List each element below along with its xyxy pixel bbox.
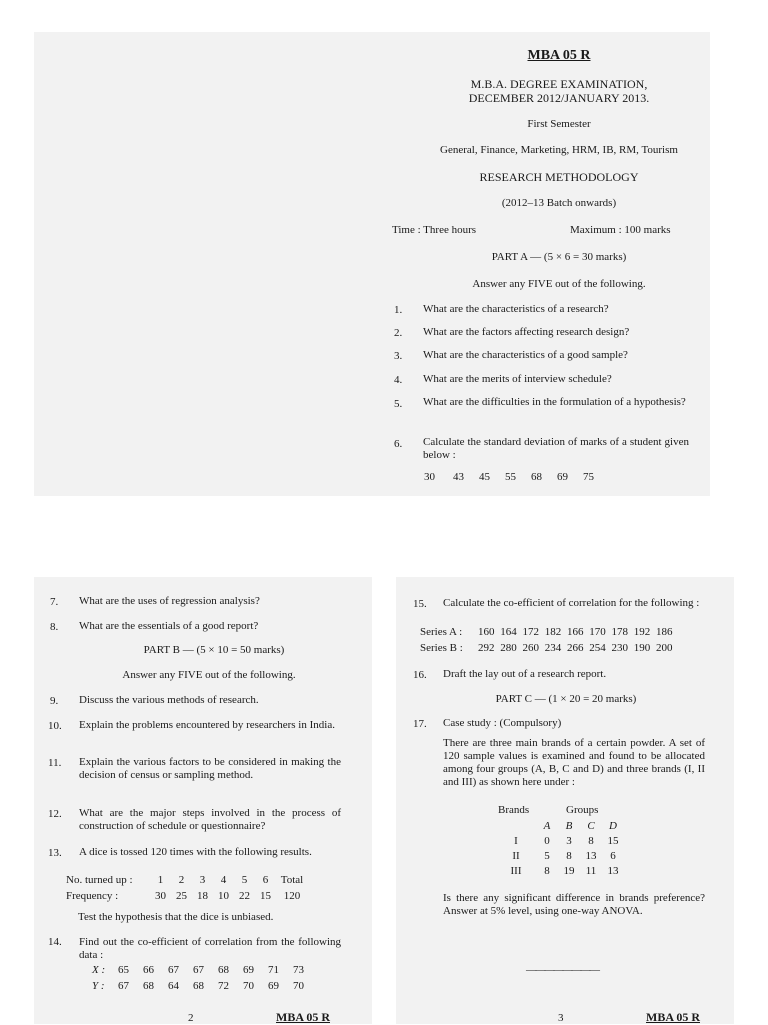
case-study-paragraph: There are three main brands of a certain powder. A set of 120 sample values is examined and found to be allocated among four groups (A, B, C and D) and three brands (I, II and III) as shown here under : — [443, 737, 705, 788]
table-row — [496, 865, 624, 880]
table-brands-label: Brands — [498, 804, 530, 816]
table-cell: 66 — [143, 964, 154, 976]
footer-code: MBA 05 R — [646, 1010, 700, 1024]
table-cell: 2 — [178, 874, 185, 886]
table-cell: 4 — [220, 874, 227, 886]
exam-page-3 — [396, 577, 734, 1024]
table-cell: 67 — [118, 980, 129, 992]
table-cell: 67 — [193, 964, 204, 976]
table-cell: 68 — [143, 980, 154, 992]
table-cell: 6 — [610, 850, 616, 862]
series-b-values: 292 280 260 234 266 254 230 190 200 — [478, 642, 673, 654]
question-text: Explain the problems encountered by researchers in India. — [79, 719, 335, 731]
table-cell: 69 — [243, 964, 254, 976]
q14-y-label: Y : — [92, 980, 105, 992]
streams-line: General, Finance, Marketing, HRM, IB, RM, Tourism — [440, 144, 678, 156]
part-b-heading: PART B — (5 × 10 = 50 marks) — [143, 644, 285, 656]
table-cell: 11 — [585, 865, 597, 877]
q13-tail: Test the hypothesis that the dice is unbiased. — [78, 911, 274, 923]
table-cell: III — [510, 865, 522, 877]
table-groups-label: Groups — [566, 804, 599, 816]
table-cell: 18 — [197, 890, 208, 902]
table-row — [496, 850, 624, 865]
q14-y-values — [118, 980, 318, 992]
mark-value: 75 — [583, 471, 594, 483]
paper-code: MBA 05 R — [527, 48, 591, 63]
table-cell: 25 — [176, 890, 187, 902]
question-text: What are the characteristics of a research? — [423, 303, 609, 315]
question-number: 12. — [48, 808, 62, 820]
part-a-instruction: Answer any FIVE out of the following. — [472, 278, 646, 290]
table-cell: 70 — [243, 980, 254, 992]
mark-value: 43 — [453, 471, 464, 483]
series-a-label: Series A : — [420, 626, 463, 638]
exam-page-first — [34, 32, 710, 496]
table-cell: 67 — [168, 964, 179, 976]
question-text: Find out the co-efficient of correlation from the following data : — [79, 936, 341, 961]
page-number: 3 — [558, 1012, 564, 1024]
question-number: 16. — [413, 669, 427, 681]
q6-marks-row — [424, 471, 605, 483]
q13-row-label: Frequency : — [66, 890, 119, 902]
table-cell: 8 — [588, 835, 594, 847]
table-cell: Total — [280, 874, 304, 886]
question-text: What are the characteristics of a good sample? — [423, 349, 628, 361]
mark-value: 30 — [424, 471, 435, 483]
table-cell: 19 — [563, 865, 575, 877]
table-cell: 6 — [262, 874, 269, 886]
table-cell: 1 — [157, 874, 164, 886]
exam-page-2 — [34, 577, 372, 1024]
q13-row-values — [150, 874, 308, 886]
part-a-heading: PART A — (5 × 6 = 30 marks) — [491, 251, 627, 263]
end-rule: ———————— — [526, 964, 598, 976]
question-text: Discuss the various methods of research. — [79, 694, 259, 706]
batch-label: (2012–13 Batch onwards) — [501, 197, 617, 209]
series-b-label: Series B : — [420, 642, 463, 654]
table-cell: 15 — [260, 890, 271, 902]
mark-value: 45 — [479, 471, 490, 483]
question-number: 6. — [394, 438, 403, 450]
table-cell: 0 — [544, 835, 550, 847]
q13-row-label: No. turned up : — [66, 874, 133, 886]
question-number: 15. — [413, 598, 427, 610]
mark-value: 69 — [557, 471, 568, 483]
question-text: What are the merits of interview schedule? — [423, 373, 612, 385]
table-cell: II — [512, 850, 520, 862]
table-row — [496, 835, 624, 850]
question-text: Calculate the co-efficient of correlation for the following : — [443, 597, 700, 609]
question-text: Case study : (Compulsory) — [443, 717, 562, 729]
table-cell: 30 — [155, 890, 166, 902]
question-text: A dice is tossed 120 times with the following results. — [79, 846, 312, 858]
question-number: 7. — [50, 596, 59, 608]
table-cell: 13 — [607, 865, 619, 877]
subject-title: RESEARCH METHODOLOGY — [479, 170, 639, 184]
table-cell — [496, 820, 536, 835]
part-c-heading: PART C — (1 × 20 = 20 marks) — [495, 693, 637, 705]
table-header: D — [609, 820, 617, 832]
anova-table — [496, 820, 624, 880]
question-text: What are the major steps involved in the process of construction of schedule or questionnaire? — [79, 807, 341, 832]
question-text: What are the difficulties in the formulation of a hypothesis? — [423, 396, 686, 408]
table-cell: 65 — [118, 964, 129, 976]
q14-x-values — [118, 964, 318, 976]
question-number: 4. — [394, 374, 403, 386]
question-number: 17. — [413, 718, 427, 730]
question-text: Calculate the standard deviation of marks of a student given below : — [423, 436, 689, 461]
table-header: B — [565, 820, 573, 832]
question-number: 2. — [394, 327, 403, 339]
mark-value: 55 — [505, 471, 516, 483]
table-cell: 71 — [268, 964, 279, 976]
time-label: Time : Three hours — [392, 224, 477, 236]
question-number: 11. — [48, 757, 62, 769]
max-marks-label: Maximum : 100 marks — [570, 224, 671, 236]
mark-value: 68 — [531, 471, 542, 483]
table-cell: 70 — [293, 980, 304, 992]
table-cell: 3 — [566, 835, 572, 847]
series-a-values: 160 164 172 182 166 170 178 192 186 — [478, 626, 673, 638]
question-number: 10. — [48, 720, 62, 732]
table-cell: I — [514, 835, 518, 847]
table-cell: 5 — [544, 850, 550, 862]
question-text: What are the factors affecting research design? — [423, 326, 630, 338]
table-cell: 22 — [239, 890, 250, 902]
q13-row-values — [150, 890, 308, 902]
table-cell: 120 — [283, 890, 301, 902]
question-text: What are the uses of regression analysis? — [79, 595, 260, 607]
table-cell: 72 — [218, 980, 229, 992]
question-number: 8. — [50, 621, 59, 633]
question-number: 9. — [50, 695, 59, 707]
question-text: Draft the lay out of a research report. — [443, 668, 607, 680]
table-header: A — [543, 820, 551, 832]
exam-title-line2: DECEMBER 2012/JANUARY 2013. — [468, 91, 650, 105]
table-header: C — [587, 820, 595, 832]
table-cell: 15 — [607, 835, 619, 847]
question-number: 13. — [48, 847, 62, 859]
table-cell: 10 — [218, 890, 229, 902]
table-cell: 8 — [566, 850, 572, 862]
semester-label: First Semester — [527, 118, 591, 130]
table-cell: 13 — [585, 850, 597, 862]
question-number: 14. — [48, 936, 62, 948]
question-number: 5. — [394, 398, 403, 410]
q14-x-label: X : — [92, 964, 106, 976]
question-text: Explain the various factors to be considered in making the decision of census or sampling method. — [79, 756, 341, 781]
table-cell: 3 — [199, 874, 206, 886]
question-number: 3. — [394, 350, 403, 362]
table-cell: 8 — [544, 865, 550, 877]
part-b-instruction: Answer any FIVE out of the following. — [122, 669, 296, 681]
table-cell: 68 — [193, 980, 204, 992]
table-cell: 73 — [293, 964, 304, 976]
table-header-row — [496, 820, 624, 835]
question-text: What are the essentials of a good report? — [79, 620, 259, 632]
page-number: 2 — [188, 1012, 194, 1024]
question-number: 1. — [394, 304, 403, 316]
table-cell: 5 — [241, 874, 248, 886]
table-cell: 64 — [168, 980, 179, 992]
table-cell: 69 — [268, 980, 279, 992]
exam-title-line1: M.B.A. DEGREE EXAMINATION, — [470, 77, 648, 91]
footer-code: MBA 05 R — [276, 1010, 330, 1024]
case-study-question: Is there any significant difference in brands preference? Answer at 5% level, using one-way ANOVA. — [443, 892, 705, 917]
table-cell: 68 — [218, 964, 229, 976]
